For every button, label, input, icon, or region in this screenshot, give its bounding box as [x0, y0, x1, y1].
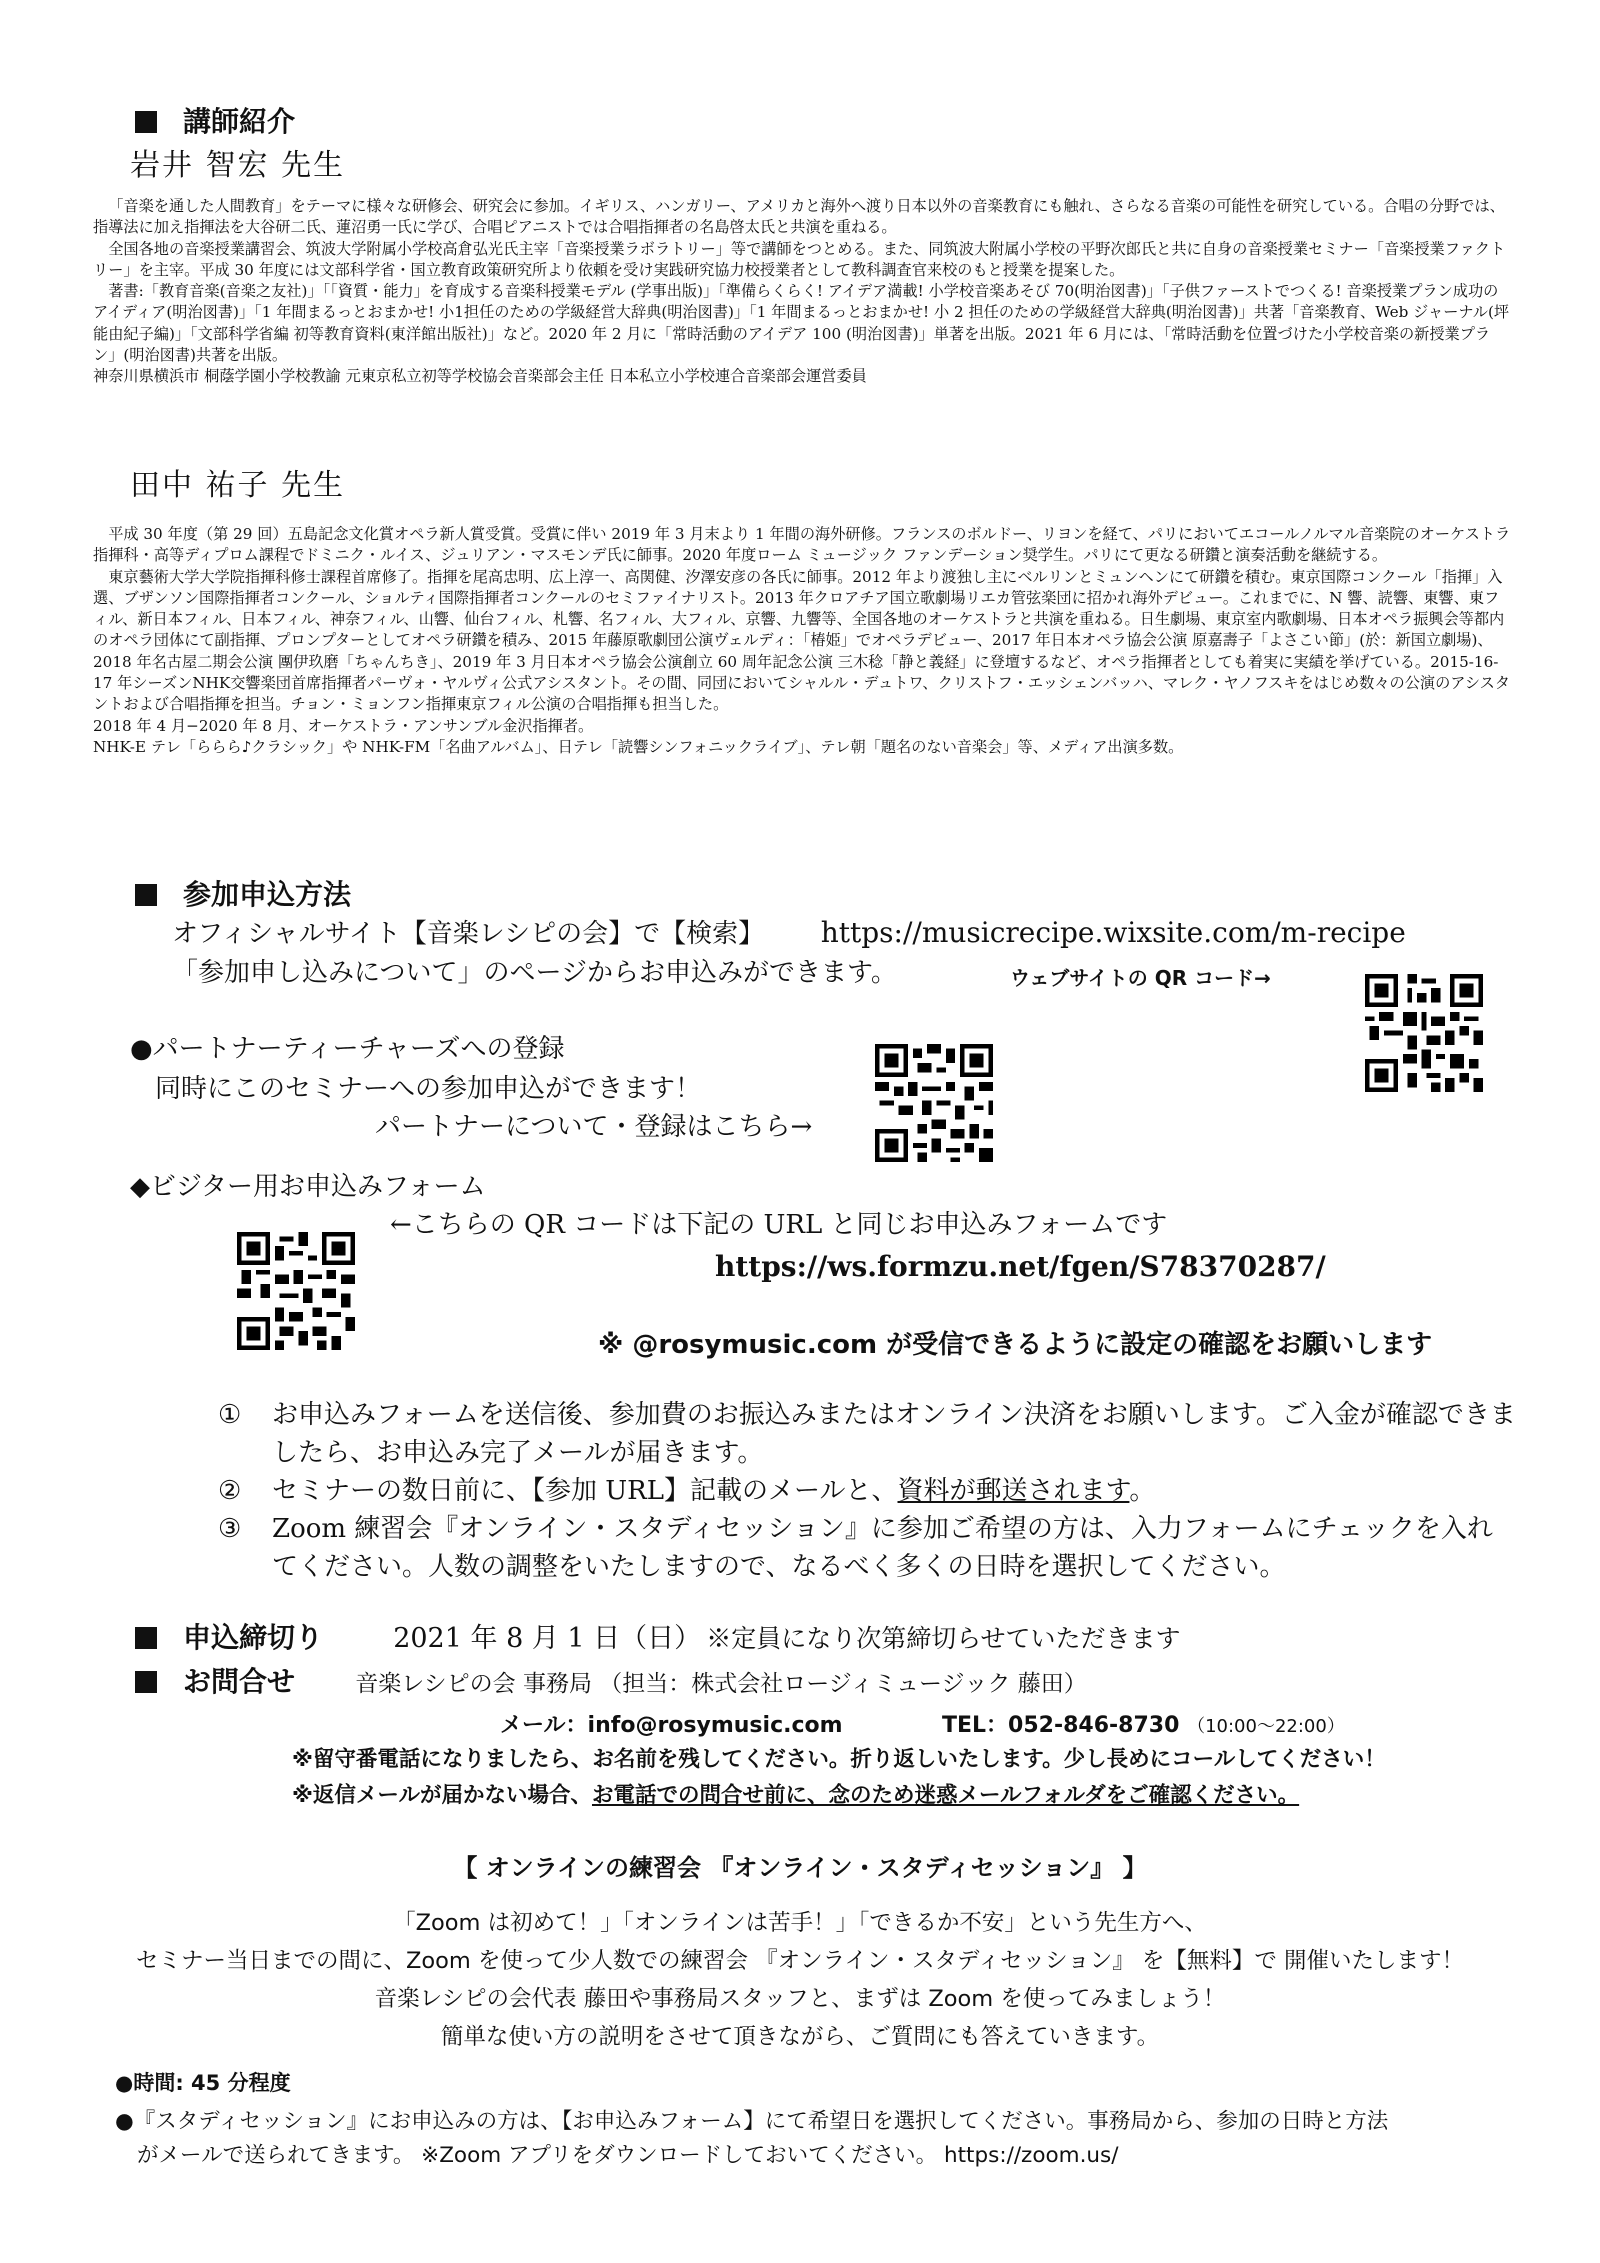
contact-note-voicemail: ※留守番電話になりましたら、お名前を残してください。折り返しいたします。少し長めにコールしてください！: [292, 1747, 1386, 1772]
website-qr-label: ウェブサイトの QR コード→: [1010, 966, 1271, 990]
step-number: ①: [218, 1400, 242, 1430]
official-site-line: オフィシャルサイト【音楽レシピの会】で【検索】 https://musicrecipe.wixsite.com/m-recipe: [172, 916, 1406, 949]
description-line: 「Zoom は初めて！」「オンラインは苦手！」「できるか不安」という先生方へ、: [393, 1910, 1207, 1936]
description-line: 簡単な使い方の説明をさせて頂きながら、ご質問にも答えていきます。: [440, 2024, 1160, 2050]
contact-row: [135, 1660, 1087, 1700]
contact-email[interactable]: メール：info@rosymusic.com: [500, 1713, 843, 1738]
bio-paragraph: 平成 30 年度（第 29 回）五島記念文化賞オペラ新人賞受賞。受賞に伴い 2019 年 3 月末より 1 年間の海外研修。フランスのボルドー、リヨンを経て、パリにおいてエコールノルマル音楽院のオーケストラ指揮科・高等ディプロム課程でドミニク・ルイス、ジュリアン・マスモンデ氏に師事。2020 年度ローム ミュージック ファンデーション奨学生。パリにて更なる研鑽と演奏活動を継続する。: [93, 525, 1511, 565]
visitor-form-title: ◆ビジター用お申込みフォーム: [130, 1172, 486, 1202]
step-number: ③: [218, 1514, 242, 1544]
contact-label: お問合せ: [183, 1665, 296, 1698]
contact-note-spam: ※返信メールが届かない場合、お電話での問合せ前に、念のため迷惑メールフォルダをご確認ください。: [292, 1783, 1300, 1808]
visitor-form-qr-note: ←こちらの QR コードは下記の URL と同じお申込みフォームです: [390, 1210, 1168, 1240]
square-bullet-icon: [135, 884, 157, 906]
qr-code-icon: [875, 1044, 993, 1162]
bio-paragraph: 2018 年 4 月−2020 年 8 月、オーケストラ・アンサンブル金沢指揮者。: [93, 716, 594, 735]
instructor-name-iwai: 岩井 智宏 先生: [130, 148, 346, 183]
application-heading: 参加申込方法: [135, 873, 351, 913]
visitor-form-qr-code[interactable]: [237, 1232, 355, 1350]
bio-paragraph: 東京藝術大学大学院指揮科修士課程首席修了。指揮を尾高忠明、広上淳一、高関健、汐澤安彦の各氏に師事。2012 年より渡独し主にベルリンとミュンヘンにて研鑽を積む。東京国際コンクール「指揮」入選、ブザンソン国際指揮者コンクール、ショルティ国際指揮者コンクールのセミファイナリスト。2013 年クロアチア国立歌劇場リエカ管弦楽団に招かれ海外デビュー。これまでに、N 響、読響、東響、東フィル、新日本フィル、日本フィル、神奈フィル、山響、仙台フィル、札響、名フィル、大フィル、京響、九響等、全国各地のオーケストラと共演を重ねる。日生劇場、東京室内歌劇場、日本オペラ振興会等都内のオペラ団体にて副指揮、プロンプターとしてオペラ研鑽を積み、2015 年藤原歌劇団公演ヴェルディ：「椿姫」でオペラデビュー、2017 年日本オペラ協会公演 原嘉壽子「よさこい節」(於：新国立劇場)、2018 年名古屋二期会公演 團伊玖磨「ちゃんちき」、2019 年 3 月日本オペラ協会公演創立 60 周年記念公演 三木稔「静と義経」に登壇するなど、オペラ指揮者としても着実に実績を挙げている。2015-16-17 年シーズンNHK交響楽団首席指揮者パーヴォ・ヤルヴィ公式アシスタント。その間、同団においてシャルル・デュトワ、クリストフ・エッシェンバッハ、マレク・ヤノフスキをはじめ数々の公演のアシスタントおよび合唱指揮を担当。チョン・ミョンフン指揮東京フィル公演の合唱指揮も担当した。: [93, 567, 1510, 714]
study-session-title: 【 オンラインの練習会 『オンライン・スタディセッション』 】: [453, 1854, 1147, 1882]
study-session-description: [0, 1904, 1600, 2056]
square-bullet-icon: [135, 1671, 157, 1693]
bio-paragraph: 「音楽を通した人間教育」をテーマに様々な研修会、研究会に参加。イギリス、ハンガリー、アメリカと海外へ渡り日本以外の音楽教育にも触れ、さらなる音楽の可能性を研究している。合唱の分野では、指導法に加え指揮法を大谷研二氏、蓮沼勇一氏に学び、合唱ピアニストでは合唱指揮者の名島啓太氏と共演を重ねる。: [93, 197, 1505, 237]
partner-registration-link[interactable]: パートナーについて・登録はこちら→: [375, 1112, 813, 1142]
step-text: Zoom 練習会『オンライン・スタディセッション』に参加ご希望の方は、入力フォームにチェックを入れてください。人数の調整をいたしますので、なるべく多くの日時を選択してください。: [272, 1514, 1493, 1582]
deadline-date: 2021 年 8 月 1 日（日）: [393, 1623, 702, 1654]
square-bullet-icon: [135, 111, 157, 133]
deadline-row: [135, 1616, 1181, 1656]
step-text: セミナーの数日前に、【参加 URL】記載のメールと、資料が郵送されます。: [272, 1476, 1156, 1506]
website-qr-code[interactable]: [1365, 974, 1483, 1092]
qr-code-icon: [1365, 974, 1483, 1092]
bio-paragraph: NHK-E テレ「ららら♪クラシック」や NHK-FM「名曲アルバム」、日テレ「読響シンフォニックライブ」、テレ朝「題名のない音楽会」等、メディア出演多数。: [93, 737, 1184, 756]
partner-qr-code[interactable]: [875, 1044, 993, 1162]
step-1: [218, 1396, 1518, 1472]
bio-paragraph: 全国各地の音楽授業講習会、筑波大学附属小学校高倉弘光氏主宰「音楽授業ラボラトリー」等で講師をつとめる。また、同筑波大附属小学校の平野次郎氏と共に自身の音楽授業セミナー「音楽授業ファクトリー」を主宰。平成 30 年度には文部科学省・国立教育政策研究所より依頼を受け実践研究協力校授業者として教科調査官来校のもと授業を提案した。: [93, 239, 1506, 279]
square-bullet-icon: [135, 1627, 157, 1649]
study-session-time: ●時間: 45 分程度: [115, 2071, 291, 2095]
deadline-label: 申込締切り: [183, 1621, 324, 1654]
step-3: [218, 1510, 1518, 1586]
instructor-bio-iwai: [93, 196, 1511, 388]
site-instructions: 「参加申し込みについて」のページからお申込みができます。: [172, 958, 897, 988]
form-url-link[interactable]: https://ws.formzu.net/fgen/S78370287/: [715, 1250, 1326, 1283]
instructor-name-tanaka: 田中 祐子 先生: [130, 468, 346, 503]
step-2: [218, 1472, 1518, 1510]
partner-line1: 同時にこのセミナーへの参加申込ができます！: [155, 1074, 702, 1104]
contact-tel[interactable]: TEL：052-846-8730 （10:00～22:00）: [942, 1713, 1345, 1738]
deadline-note: ※定員になり次第締切らせていただきます: [706, 1624, 1181, 1653]
step-number: ②: [218, 1476, 242, 1506]
email-domain-notice: ※ @rosymusic.com が受信できるように設定の確認をお願いします: [598, 1330, 1433, 1360]
study-session-apply: ●『スタディセッション』にお申込みの方は、【お申込みフォーム】にて希望日を選択してください。事務局から、参加の日時と方法 がメールで送られてきます。 ※Zoom アプリをダウンロードしておいてください。 https://zoom.us/: [115, 2109, 1389, 2168]
bio-paragraph: 神奈川県横浜市 桐蔭学園小学校教諭 元東京私立初等学校協会音楽部会主任 日本私立小学校連合音楽部会運営委員: [93, 367, 867, 386]
instructors-heading: 講師紹介: [135, 100, 295, 140]
qr-code-icon: [237, 1232, 355, 1350]
step-text: お申込みフォームを送信後、参加費のお振込みまたはオンライン決済をお願いします。ご入金が確認できましたら、お申込み完了メールが届きます。: [272, 1400, 1516, 1468]
partner-title: ●パートナーティーチャーズへの登録: [130, 1034, 565, 1064]
instructor-bio-tanaka: [93, 524, 1511, 758]
description-line: セミナー当日までの間に、Zoom を使って少人数での練習会 『オンライン・スタディセッション』 を【無料】で 開催いたします！: [135, 1948, 1465, 1974]
contact-org: 音楽レシピの会 事務局 （担当：株式会社ロージィミュージック 藤田）: [355, 1671, 1087, 1697]
description-line: 音楽レシピの会代表 藤田や事務局スタッフと、まずは Zoom を使ってみましょう！: [374, 1986, 1226, 2012]
site-url-link[interactable]: https://musicrecipe.wixsite.com/m-recipe: [820, 916, 1406, 949]
bio-paragraph: 著書:「教育音楽(音楽之友社)」「「資質・能力」を育成する音楽科授業モデル (学事出版)」「準備らくらく! アイデア満載! 小学校音楽あそび 70(明治図書)」「子供ファーストでつくる! 音楽授業プラン成功のアイディア(明治図書)」「1 年間まるっとおまかせ! 小1担任のための学級経営大辞典(明治図書)」「1 年間まるっとおまかせ! 小 2 担任のための学級経営大辞典(明治図書)」共著「音楽教育、Web ジャーナル(坪能由紀子編)」「文部科学省編 初等教育資料(東洋館出版社)」など。2020 年 2 月に「常時活動のアイデア 100 (明治図書)」単著を出版。2021 年 6 月には、「常時活動を位置づけた小学校音楽の新授業プラン」(明治図書)共著を出版。: [93, 282, 1510, 365]
